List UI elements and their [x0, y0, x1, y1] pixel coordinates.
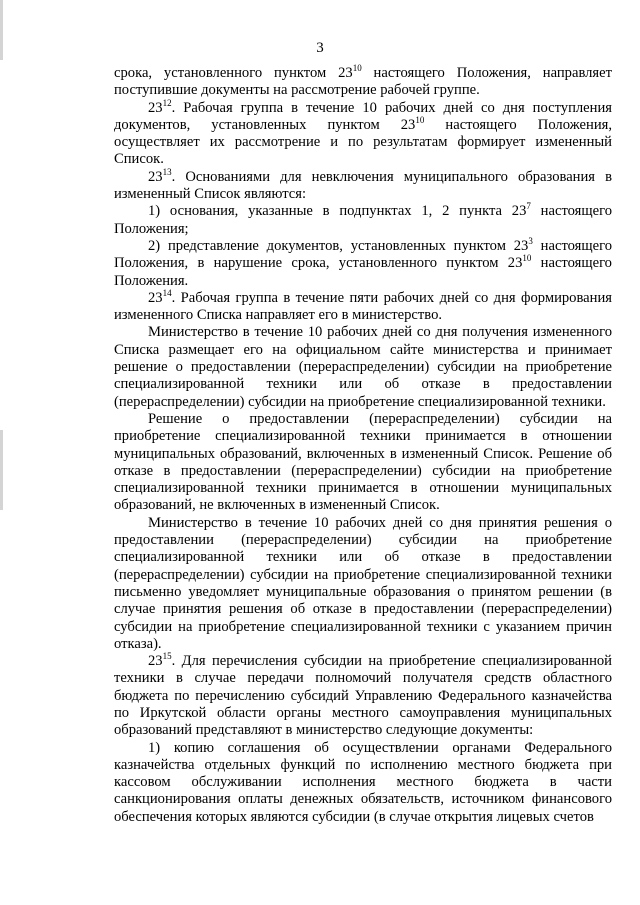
text-run: настоящего Положения.	[114, 255, 612, 289]
paragraph	[114, 203, 612, 238]
text-run: . Основаниями для невключения муниципального образования в измененный Список являются:	[114, 168, 612, 203]
superscript-index: 12	[162, 97, 172, 108]
page-number: 3	[316, 40, 324, 56]
text-run: срока, установленного пунктом 23	[114, 65, 353, 81]
paragraph	[114, 740, 612, 826]
text-run: 23	[148, 653, 163, 670]
paragraph	[114, 97, 612, 169]
paragraph	[114, 653, 612, 739]
text-run: 2) представление документов, установленных пунктом 23	[148, 237, 529, 254]
paragraph	[114, 411, 612, 515]
text-run: 23	[148, 289, 163, 306]
paragraph	[114, 287, 612, 325]
text-run: настоящего Положения, в нарушение срока, установленного пунктом 23	[114, 237, 612, 272]
document-body	[114, 65, 612, 826]
text-run: 1) основания, указанные в подпунктах 1, 2 пункта 23	[148, 203, 527, 220]
text-run: . Рабочая группа в течение пяти рабочих дней со дня формирования измененного Списка направляет его в министерство.	[114, 289, 612, 324]
superscript-index: 10	[352, 63, 362, 73]
superscript-index: 3	[528, 235, 533, 246]
paragraph	[114, 235, 612, 290]
superscript-index: 10	[522, 253, 532, 264]
text-run: . Рабочая группа в течение 10 рабочих дней со дня поступления документов, установленных пунктом 23	[114, 99, 612, 133]
text-run: 1) копию соглашения об осуществлении органами Федерального казначейства отдельных функций по исполнению местного бюджета при кассовом обслуживании исполнения местного бюджета в части санкционирования оплаты денежных обязательств, источником финансового обеспечения которых являются субсидии (в случае открытия лицевых счетов	[114, 739, 612, 825]
superscript-index: 15	[162, 651, 172, 662]
text-run: Министерство в течение 10 рабочих дней со дня принятия решения о предоставлении (перераспределении) субсидии на приобретение специализированной техники или об отказе в предоставлении (перераспределении) субсидии на приобретение специализированной техники письменно уведомляет муниципальные образования о принятом решении (в случае принятия решения об отказе в предоставлении (перераспределении) субсидии на приобретение специализированной техники с указанием причин отказа).	[114, 514, 612, 652]
superscript-index: 7	[526, 201, 531, 212]
superscript-index: 13	[162, 166, 172, 177]
text-run: настоящего Положения;	[114, 203, 612, 237]
superscript-index: 14	[162, 287, 172, 298]
text-run: . Для перечисления субсидии на приобретение специализированной техники в случае передачи полномочий получателя средств областного бюджета по перечислению субсидий Управлению Федерального казначейства по Иркутской области органы местного самоуправления муниципальных образований представляют в министерство следующие документы:	[114, 653, 612, 739]
paragraph	[114, 515, 612, 653]
text-run: Решение о предоставлении (перераспределении) субсидии на приобретение специализированной техники принимается в отношении муниципальных образований, включенных в измененный Список. Решение об отказе в предоставлении (перераспределении) субсидии на приобретение специализированной техники принимается в отношении муниципальных образований, не включенных в измененный Список.	[114, 410, 612, 514]
paragraph	[114, 166, 612, 204]
paragraph	[114, 65, 612, 100]
superscript-index: 10	[415, 114, 425, 125]
text-run: настоящего Положения, направляет поступившие документы на рассмотрение рабочей группе.	[114, 65, 612, 99]
text-run: 23	[148, 99, 163, 116]
text-run: настоящего Положения, осуществляет их рассмотрение и по результатам формирует измененный Список.	[114, 116, 612, 168]
scan-edge-mark	[0, 430, 3, 510]
paragraph	[114, 324, 612, 410]
text-run: Министерство в течение 10 рабочих дней со дня получения измененного Списка размещает его на официальном сайте министерства и принимает решение о предоставлении (перераспределении) субсидии на приобретение специализированной техники или об отказе в предоставлении (перераспределении) субсидии на приобретение специализированной техники.	[114, 324, 612, 410]
text-run: 23	[148, 168, 163, 185]
